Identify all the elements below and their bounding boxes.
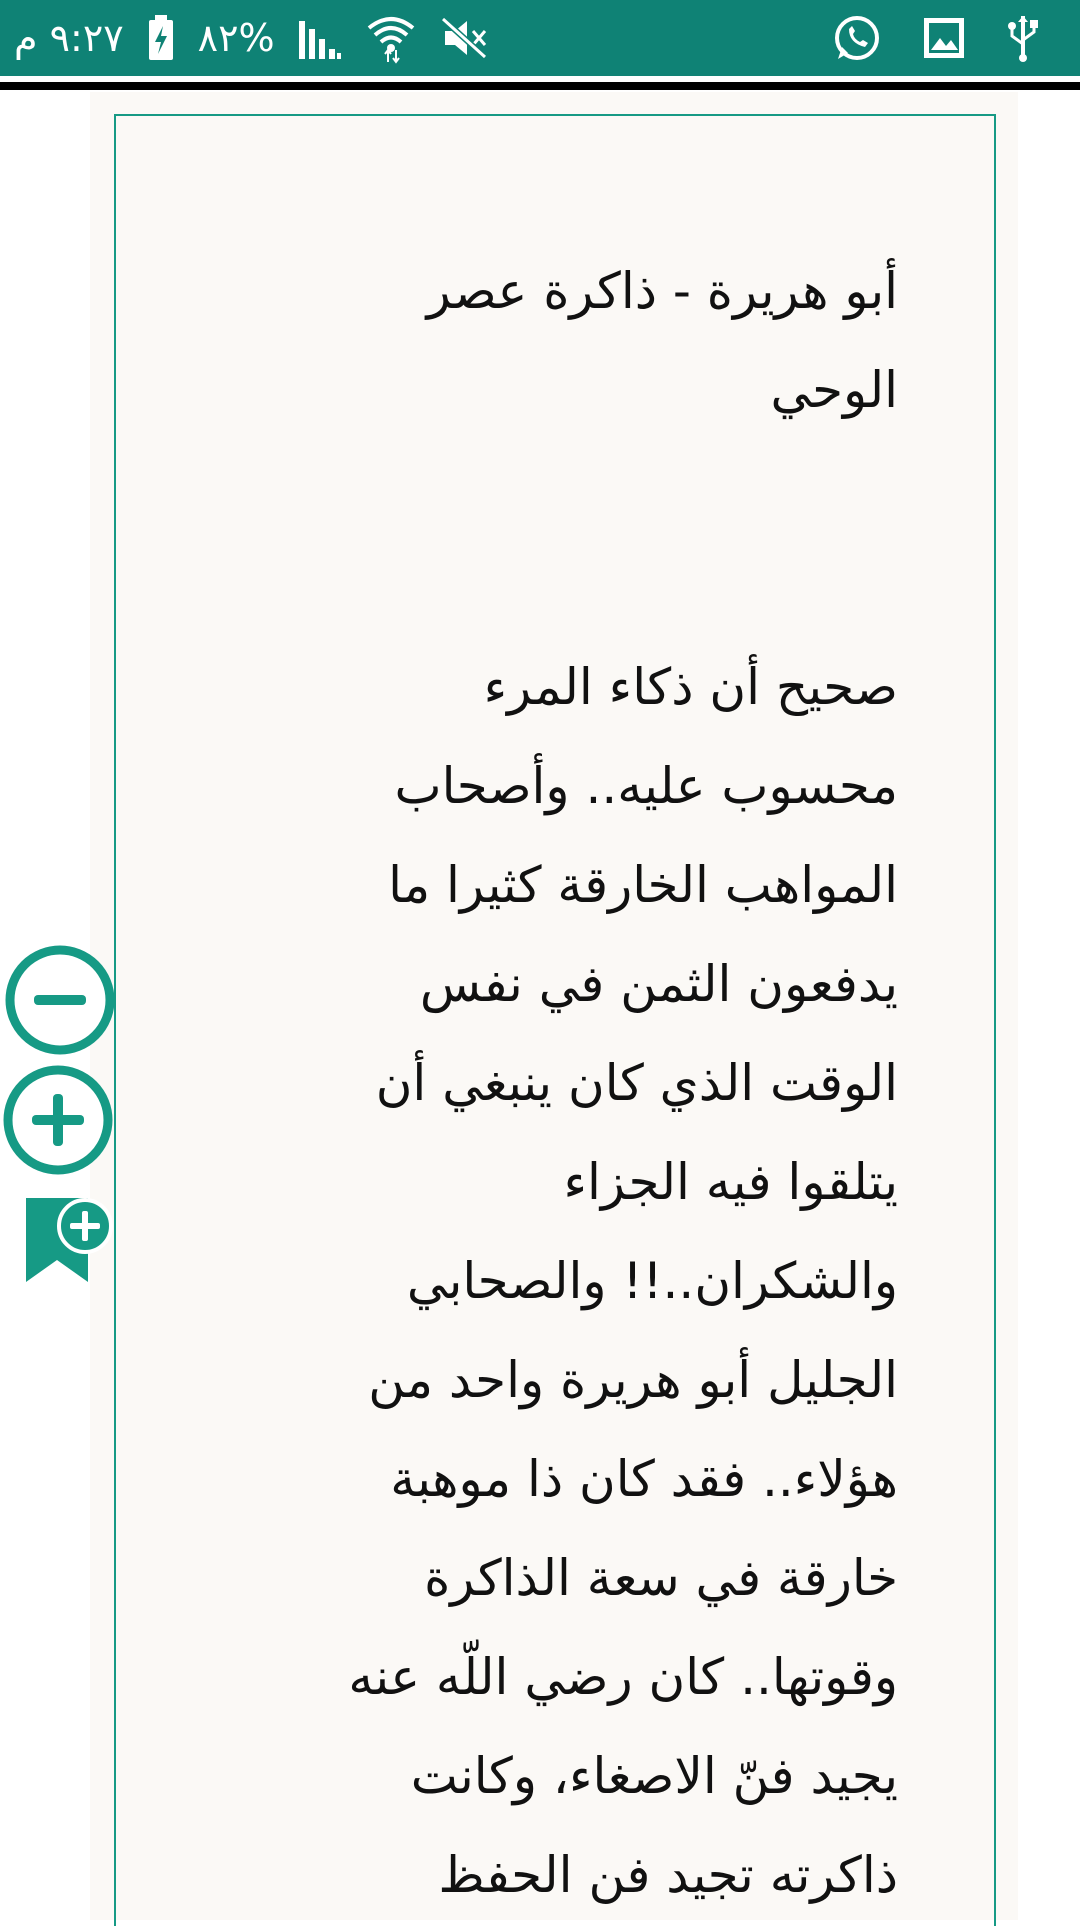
mute-icon [439, 15, 489, 61]
zoom-out-button[interactable] [4, 944, 116, 1056]
body-line: المواهب الخارقة كثيرا ما [388, 856, 898, 914]
side-controls [0, 940, 120, 1300]
body-line: يتلقوا فيه الجزاء [563, 1153, 898, 1211]
title-line: الوحي [770, 361, 898, 419]
add-bookmark-icon [22, 1194, 118, 1286]
body-line: خارقة في سعة الذاكرة [424, 1549, 898, 1607]
body-line: يدفعون الثمن في نفس [419, 955, 898, 1013]
zoom-out-icon [4, 944, 116, 1056]
status-bar [0, 0, 1080, 76]
body-line: ذاكرته تجيد فن الحفظ [438, 1846, 898, 1904]
body-line: صحيح أن ذكاء المرء [483, 658, 898, 716]
reader-page[interactable] [90, 92, 1018, 1920]
title-line: أبو هريرة - ذاكرة عصر [426, 262, 898, 320]
body-line: وقوتها.. كان رضي اللّه عنه [348, 1648, 898, 1706]
wifi-icon [365, 12, 417, 64]
header-divider [0, 82, 1080, 90]
body-line: الجليل أبو هريرة واحد من [368, 1351, 898, 1409]
status-right-group [832, 0, 1040, 76]
battery-charging-icon [146, 14, 176, 62]
usb-icon [1006, 14, 1040, 62]
body-line: والشكران..!! والصحابي [406, 1252, 898, 1310]
body-line: هؤلاء.. فقد كان ذا موهبة [390, 1450, 898, 1508]
body-line: يجيد فنّ الاصغاء، وكانت [410, 1747, 898, 1805]
zoom-in-icon [2, 1064, 114, 1176]
battery-percent: %٨٢ [197, 16, 275, 60]
whatsapp-icon [832, 13, 882, 63]
paragraph-gap [258, 539, 898, 638]
zoom-in-button[interactable] [2, 1064, 114, 1176]
gallery-icon [922, 16, 966, 60]
body-line: محسوب عليه.. وأصحاب [394, 757, 898, 815]
paragraph-gap [258, 440, 898, 539]
signal-icon [297, 15, 343, 61]
add-bookmark-button[interactable] [22, 1194, 118, 1286]
body-line: الوقت الذي كان ينبغي أن [375, 1054, 898, 1112]
clock: ٩:٢٧ م [14, 16, 124, 60]
reader-text [258, 242, 898, 1925]
status-left-group [14, 0, 489, 76]
